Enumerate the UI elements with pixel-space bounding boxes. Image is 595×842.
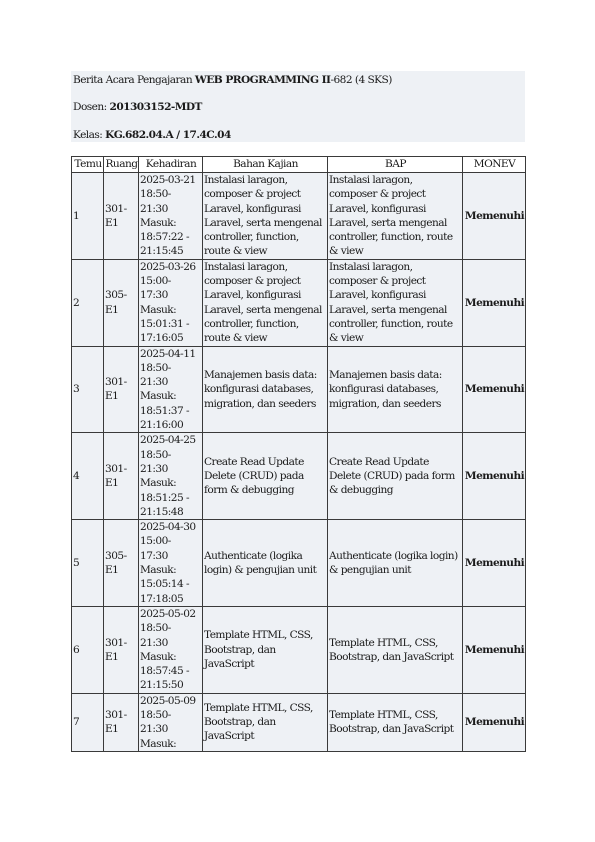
cell-ruang: 301- E1 xyxy=(104,693,139,751)
cell-bap: Template HTML, CSS, Bootstrap, dan JavaScript xyxy=(328,606,463,693)
table-header-row xyxy=(72,157,526,173)
cell-bahan-kajian: Template HTML, CSS, Bootstrap, dan JavaScript xyxy=(203,606,328,693)
cell-kehadiran: 2025-04-30 15:00- 17:30 Masuk: 15:05:14 - 17:18:05 xyxy=(139,520,203,607)
cell-temu: 7 xyxy=(72,693,104,751)
course-suffix: -682 (4 SKS) xyxy=(330,74,392,86)
class-label: Kelas: xyxy=(73,129,103,141)
cell-kehadiran: 2025-05-09 18:50- 21:30 Masuk: xyxy=(139,693,203,751)
cell-kehadiran: 2025-05-02 18:50- 21:30 Masuk: 18:57:45 - 21:15:50 xyxy=(139,606,203,693)
table-row xyxy=(72,693,526,751)
cell-bahan-kajian: Instalasi laragon, composer & project Laravel, konfigurasi Laravel, serta mengenal controller, function, route & view xyxy=(203,173,328,260)
table-row xyxy=(72,520,526,607)
cell-monev: Memenuhi xyxy=(463,520,526,607)
cell-temu: 4 xyxy=(72,433,104,520)
lecturer-label: Dosen: xyxy=(73,101,107,113)
cell-ruang: 301- E1 xyxy=(104,606,139,693)
cell-bahan-kajian: Manajemen basis data: konfigurasi databases, migration, dan seeders xyxy=(203,346,328,433)
column-header-bap: BAP xyxy=(328,157,463,173)
cell-ruang: 305- E1 xyxy=(104,520,139,607)
teaching-report-table xyxy=(71,156,526,752)
cell-ruang: 301- E1 xyxy=(104,346,139,433)
cell-bap: Create Read Update Delete (CRUD) pada form & debugging xyxy=(328,433,463,520)
column-header-monev: MONEV xyxy=(463,157,526,173)
column-header-bahan-kajian: Bahan Kajian xyxy=(203,157,328,173)
cell-kehadiran: 2025-03-26 15:00- 17:30 Masuk: 15:01:31 - 17:16:05 xyxy=(139,259,203,346)
cell-temu: 1 xyxy=(72,173,104,260)
cell-kehadiran: 2025-03-21 18:50- 21:30 Masuk: 18:57:22 - 21:15:45 xyxy=(139,173,203,260)
cell-monev: Memenuhi xyxy=(463,346,526,433)
cell-ruang: 305- E1 xyxy=(104,259,139,346)
cell-bahan-kajian: Authenticate (logika login) & pengujian unit xyxy=(203,520,328,607)
cell-monev: Memenuhi xyxy=(463,259,526,346)
cell-bap: Instalasi laragon, composer & project Laravel, konfigurasi Laravel, serta mengenal controller, function, route & view xyxy=(328,173,463,260)
column-header-ruang: Ruang xyxy=(104,157,139,173)
course-prefix: Berita Acara Pengajaran xyxy=(73,74,193,86)
cell-bap: Instalasi laragon, composer & project Laravel, konfigurasi Laravel, serta mengenal controller, function, route & view xyxy=(328,259,463,346)
cell-temu: 3 xyxy=(72,346,104,433)
cell-monev: Memenuhi xyxy=(463,173,526,260)
cell-monev: Memenuhi xyxy=(463,433,526,520)
cell-monev: Memenuhi xyxy=(463,693,526,751)
course-name: WEB PROGRAMMING II xyxy=(194,74,331,86)
document-header xyxy=(71,71,525,142)
lecturer-line xyxy=(73,100,202,114)
cell-monev: Memenuhi xyxy=(463,606,526,693)
table-row xyxy=(72,259,526,346)
table-row xyxy=(72,346,526,433)
column-header-temu: Temu xyxy=(72,157,104,173)
cell-temu: 2 xyxy=(72,259,104,346)
cell-kehadiran: 2025-04-25 18:50- 21:30 Masuk: 18:51:25 - 21:15:48 xyxy=(139,433,203,520)
cell-temu: 5 xyxy=(72,520,104,607)
cell-temu: 6 xyxy=(72,606,104,693)
cell-ruang: 301- E1 xyxy=(104,173,139,260)
table-row xyxy=(72,433,526,520)
table-row xyxy=(72,606,526,693)
cell-bap: Authenticate (logika login) & pengujian unit xyxy=(328,520,463,607)
cell-kehadiran: 2025-04-11 18:50- 21:30 Masuk: 18:51:37 - 21:16:00 xyxy=(139,346,203,433)
cell-bahan-kajian: Template HTML, CSS, Bootstrap, dan JavaScript xyxy=(203,693,328,751)
column-header-kehadiran: Kehadiran xyxy=(139,157,203,173)
class-line xyxy=(73,128,231,142)
class-value: KG.682.04.A / 17.4C.04 xyxy=(105,129,231,141)
cell-bap: Template HTML, CSS, Bootstrap, dan JavaScript xyxy=(328,693,463,751)
table-row xyxy=(72,173,526,260)
cell-bap: Manajemen basis data: konfigurasi databases, migration, dan seeders xyxy=(328,346,463,433)
cell-bahan-kajian: Instalasi laragon, composer & project Laravel, konfigurasi Laravel, serta mengenal controller, function, route & view xyxy=(203,259,328,346)
cell-bahan-kajian: Create Read Update Delete (CRUD) pada form & debugging xyxy=(203,433,328,520)
course-title xyxy=(73,73,392,87)
lecturer-value: 201303152-MDT xyxy=(109,101,202,113)
cell-ruang: 301- E1 xyxy=(104,433,139,520)
